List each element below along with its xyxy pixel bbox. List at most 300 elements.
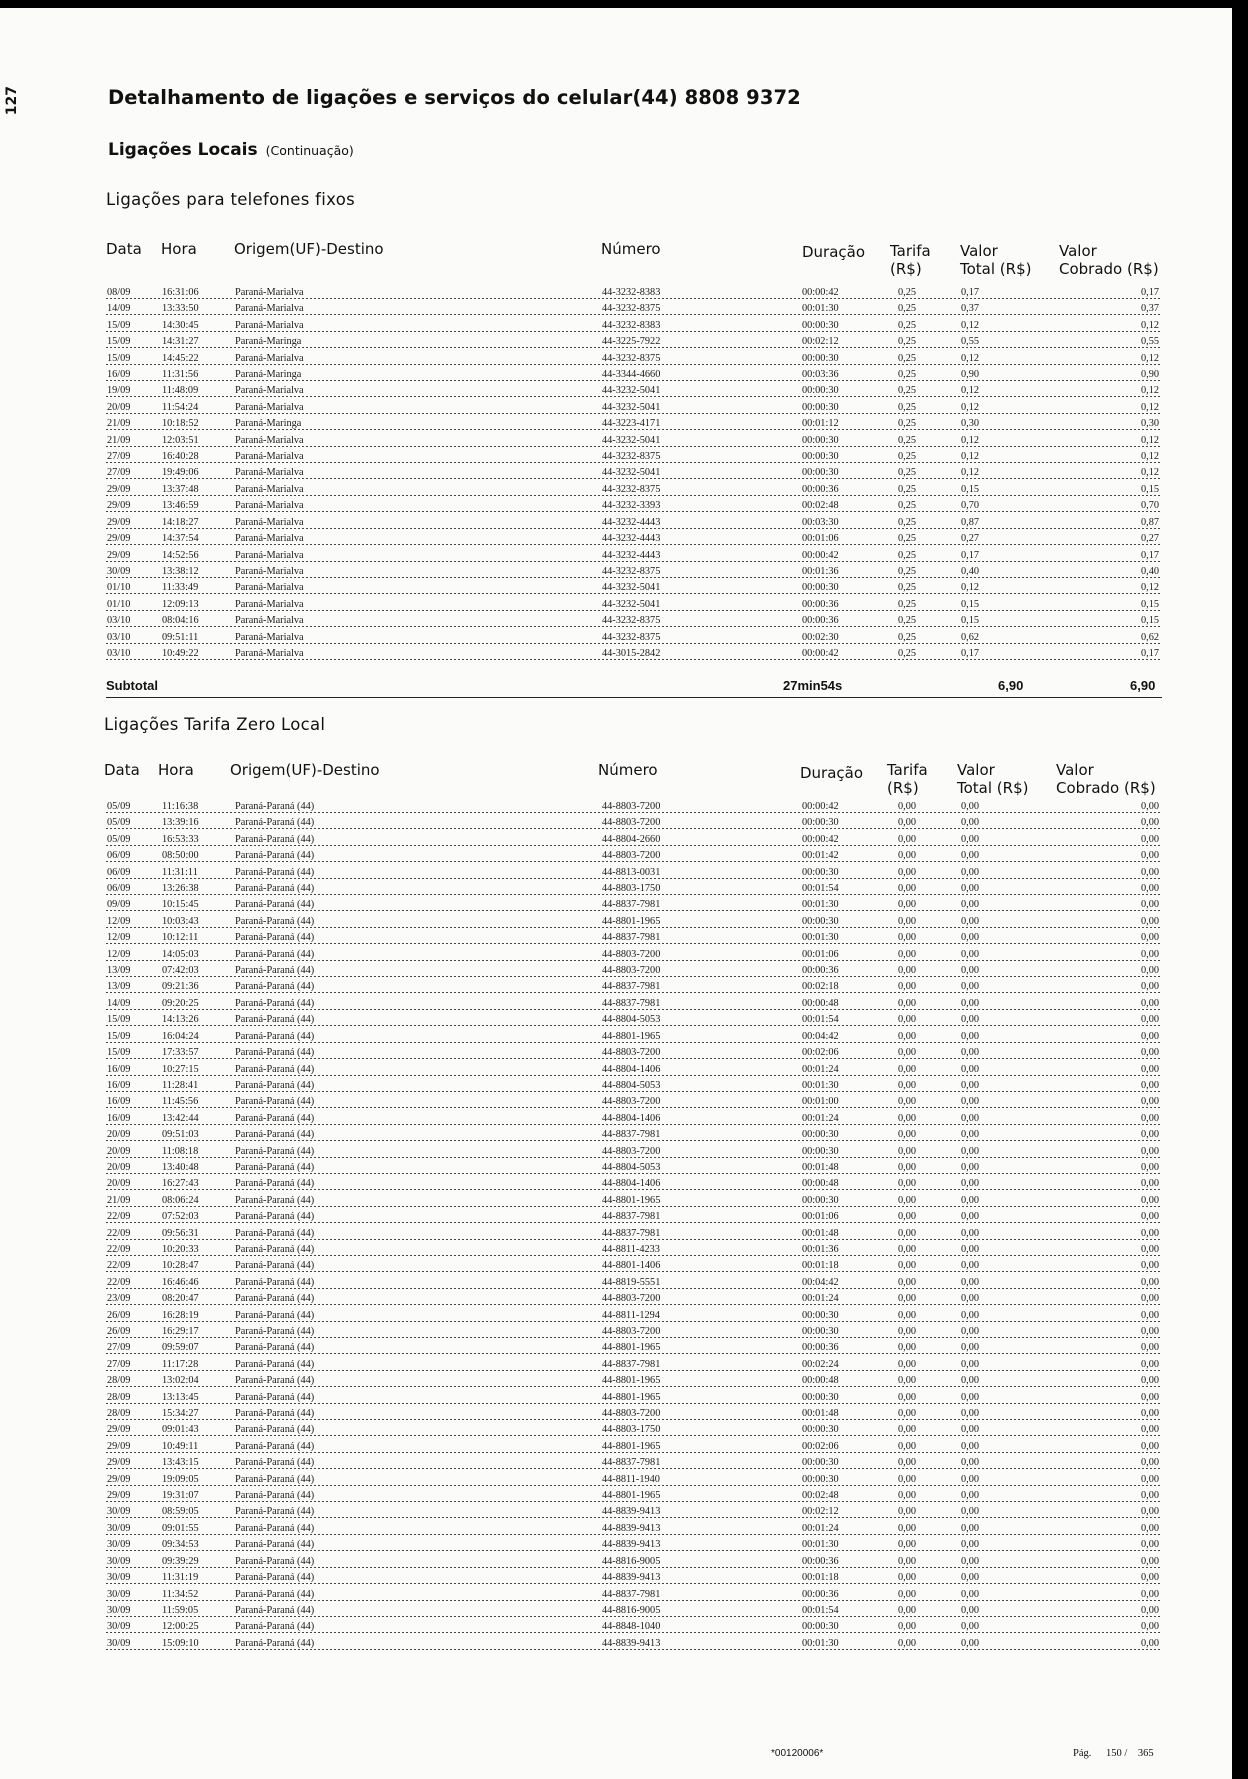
- cell-hora: 14:18:27: [162, 516, 199, 528]
- table-row: [106, 1242, 1160, 1258]
- cell-numero: 44-8837-7981: [602, 899, 661, 911]
- cell-duracao: 00:01:06: [802, 948, 839, 960]
- cell-duracao: 00:01:30: [802, 303, 839, 315]
- cell-numero: 44-8837-7981: [602, 1457, 661, 1469]
- cell-data: 03/10: [107, 631, 131, 643]
- cell-valor-cobrado: 0,00: [1140, 899, 1159, 911]
- cell-hora: 14:13:26: [162, 1014, 199, 1026]
- table-row: [106, 351, 1160, 367]
- cell-duracao: 00:00:30: [802, 1457, 839, 1469]
- cell-hora: 17:33:57: [162, 1047, 199, 1059]
- cell-duracao: 00:00:42: [802, 287, 839, 298]
- cell-tarifa: 0,00: [898, 1211, 917, 1223]
- subtotal-duracao: 27min54s: [783, 678, 843, 693]
- cell-valor-cobrado: 0,00: [1140, 1129, 1159, 1141]
- cell-valor-cobrado: 0,00: [1140, 1572, 1159, 1584]
- cell-duracao: 00:02:24: [802, 1358, 839, 1370]
- cell-tarifa: 0,00: [898, 817, 917, 829]
- table-row: [106, 1308, 1160, 1324]
- cell-valor-total: 0,00: [961, 1276, 980, 1288]
- cell-tarifa: 0,00: [898, 997, 917, 1009]
- table-row: [106, 597, 1160, 613]
- cell-tarifa: 0,00: [898, 1457, 917, 1469]
- cell-duracao: 00:01:18: [802, 1260, 839, 1272]
- cell-numero: 44-8839-9413: [602, 1637, 661, 1649]
- cell-hora: 14:45:22: [162, 352, 199, 364]
- cell-valor-total: 0,00: [961, 1047, 980, 1059]
- cell-valor-cobrado: 0,12: [1140, 582, 1159, 594]
- table-row: [106, 1472, 1160, 1488]
- cell-hora: 11:31:56: [162, 369, 199, 381]
- cell-valor-cobrado: 0,00: [1140, 1358, 1159, 1370]
- cell-numero: 44-8837-7981: [602, 1227, 661, 1239]
- cell-data: 23/09: [107, 1293, 131, 1305]
- cell-origem-destino: Paraná-Paraná (44): [235, 932, 315, 944]
- table-row: [106, 449, 1160, 465]
- cell-hora: 08:59:05: [162, 1506, 199, 1518]
- cell-origem-destino: Paraná-Maringa: [235, 336, 302, 348]
- cell-data: 27/09: [107, 467, 131, 479]
- cell-valor-total: 0,17: [961, 647, 980, 659]
- cell-data: 28/09: [107, 1408, 131, 1420]
- cell-tarifa: 0,00: [898, 915, 917, 927]
- cell-hora: 15:09:10: [162, 1637, 199, 1649]
- cell-valor-cobrado: 0,17: [1140, 549, 1159, 561]
- table-row: [106, 498, 1160, 514]
- cell-valor-cobrado: 0,15: [1140, 483, 1159, 495]
- cell-numero: 44-8811-1294: [602, 1309, 660, 1321]
- cell-numero: 44-8837-7981: [602, 1211, 661, 1223]
- cell-hora: 09:20:25: [162, 997, 199, 1009]
- col-header-tarifa: Tarifa (R$): [887, 761, 928, 797]
- cell-data: 08/09: [107, 287, 131, 298]
- cell-origem-destino: Paraná-Paraná (44): [235, 915, 315, 927]
- cell-tarifa: 0,25: [898, 549, 917, 561]
- cell-hora: 10:18:52: [162, 418, 199, 430]
- cell-duracao: 00:02:48: [802, 1490, 839, 1502]
- cell-numero: 44-3232-5041: [602, 582, 661, 594]
- cell-origem-destino: Paraná-Paraná (44): [235, 801, 315, 812]
- cell-valor-total: 0,00: [961, 1096, 980, 1108]
- cell-valor-cobrado: 0,00: [1140, 1047, 1159, 1059]
- cell-tarifa: 0,25: [898, 336, 917, 348]
- cell-data: 29/09: [107, 500, 131, 512]
- cell-valor-cobrado: 0,00: [1140, 850, 1159, 862]
- cell-duracao: 00:00:36: [802, 1588, 839, 1600]
- cell-valor-total: 0,00: [961, 899, 980, 911]
- cell-tarifa: 0,00: [898, 1260, 917, 1272]
- cell-hora: 14:31:27: [162, 336, 199, 348]
- cell-numero: 44-8839-9413: [602, 1539, 661, 1551]
- cell-data: 15/09: [107, 1014, 131, 1026]
- cell-tarifa: 0,25: [898, 401, 917, 413]
- cell-hora: 16:53:33: [162, 833, 199, 845]
- cell-origem-destino: Paraná-Paraná (44): [235, 1063, 315, 1075]
- cell-hora: 16:31:06: [162, 287, 199, 298]
- cell-valor-total: 0,00: [961, 1129, 980, 1141]
- cell-tarifa: 0,25: [898, 434, 917, 446]
- cell-valor-total: 0,00: [961, 833, 980, 845]
- cell-duracao: 00:00:36: [802, 483, 839, 495]
- page-number: [1073, 1748, 1154, 1759]
- cell-numero: 44-8801-1965: [602, 1490, 661, 1502]
- table-row: [106, 564, 1160, 580]
- cell-valor-total: 0,15: [961, 483, 980, 495]
- cell-hora: 16:27:43: [162, 1178, 199, 1190]
- col-header-hora: Hora: [158, 761, 194, 779]
- cell-tarifa: 0,00: [898, 1112, 917, 1124]
- cell-origem-destino: Paraná-Paraná (44): [235, 1161, 315, 1173]
- cell-valor-cobrado: 0,90: [1140, 369, 1159, 381]
- table-row: [106, 482, 1160, 498]
- cell-data: 22/09: [107, 1243, 131, 1255]
- cell-origem-destino: Paraná-Paraná (44): [235, 1096, 315, 1108]
- cell-valor-cobrado: 0,00: [1140, 1112, 1159, 1124]
- cell-duracao: 00:01:30: [802, 899, 839, 911]
- cell-valor-cobrado: 0,00: [1140, 1440, 1159, 1452]
- cell-duracao: 00:02:30: [802, 631, 839, 643]
- cell-valor-cobrado: 0,00: [1140, 1408, 1159, 1420]
- cell-origem-destino: Paraná-Paraná (44): [235, 1473, 315, 1485]
- cell-origem-destino: Paraná-Marialva: [235, 467, 304, 479]
- cell-numero: 44-8803-7200: [602, 1293, 661, 1305]
- cell-numero: 44-3232-5041: [602, 401, 661, 413]
- cell-hora: 07:42:03: [162, 965, 199, 977]
- subtotal-valor-total: 6,90: [998, 678, 1024, 693]
- cell-numero: 44-3232-8375: [602, 615, 661, 627]
- cell-valor-total: 0,00: [961, 948, 980, 960]
- cell-duracao: 00:03:30: [802, 516, 839, 528]
- cell-duracao: 00:04:42: [802, 1276, 839, 1288]
- cell-valor-cobrado: 0,00: [1140, 866, 1159, 878]
- cell-data: 16/09: [107, 1112, 131, 1124]
- cell-duracao: 00:00:30: [802, 1309, 839, 1321]
- cell-hora: 11:45:56: [162, 1096, 199, 1108]
- cell-tarifa: 0,00: [898, 1178, 917, 1190]
- cell-tarifa: 0,00: [898, 1014, 917, 1026]
- table-row: [106, 1619, 1160, 1635]
- subtotal-valor-cobrado: 6,90: [1130, 678, 1156, 693]
- cell-valor-cobrado: 0,00: [1140, 1079, 1159, 1091]
- cell-duracao: 00:01:24: [802, 1293, 839, 1305]
- cell-valor-total: 0,00: [961, 1079, 980, 1091]
- cell-tarifa: 0,25: [898, 582, 917, 594]
- table-row: [106, 1636, 1160, 1652]
- cell-valor-cobrado: 0,27: [1140, 533, 1159, 545]
- cell-hora: 16:29:17: [162, 1326, 199, 1337]
- cell-valor-total: 0,12: [961, 352, 980, 364]
- cell-tarifa: 0,00: [898, 1555, 917, 1567]
- cell-origem-destino: Paraná-Paraná (44): [235, 1555, 315, 1567]
- cell-valor-total: 0,00: [961, 932, 980, 944]
- cell-data: 30/09: [107, 1604, 131, 1616]
- cell-duracao: 00:00:30: [802, 451, 839, 463]
- table-row: [106, 285, 1160, 301]
- table-row: [106, 465, 1160, 481]
- section-continuation: (Continuação): [265, 143, 354, 158]
- table-row: [106, 1045, 1160, 1061]
- cell-valor-cobrado: 0,00: [1140, 1161, 1159, 1173]
- cell-valor-cobrado: 0,00: [1140, 1375, 1159, 1387]
- cell-numero: 44-3232-5041: [602, 385, 661, 397]
- table-row: [106, 1176, 1160, 1192]
- cell-valor-cobrado: 0,00: [1140, 932, 1159, 944]
- cell-hora: 10:28:47: [162, 1260, 199, 1272]
- cell-origem-destino: Paraná-Paraná (44): [235, 1178, 315, 1190]
- cell-hora: 10:49:11: [162, 1440, 199, 1452]
- cell-data: 26/09: [107, 1326, 131, 1337]
- page-title: Detalhamento de ligações e serviços do celular(44) 8808 9372: [108, 86, 801, 109]
- cell-hora: 16:28:19: [162, 1309, 199, 1321]
- subtotal-divider: [106, 697, 1162, 698]
- cell-valor-total: 0,00: [961, 1145, 980, 1157]
- cell-numero: 44-8801-1965: [602, 1391, 661, 1403]
- cell-valor-total: 0,00: [961, 1604, 980, 1616]
- cell-duracao: 00:00:36: [802, 965, 839, 977]
- cell-tarifa: 0,00: [898, 981, 917, 993]
- cell-numero: 44-3232-4443: [602, 516, 661, 528]
- table-row: [106, 1537, 1160, 1553]
- cell-data: 09/09: [107, 899, 131, 911]
- cell-tarifa: 0,25: [898, 533, 917, 545]
- cell-hora: 09:51:03: [162, 1129, 199, 1141]
- table-row: [106, 318, 1160, 334]
- cell-valor-cobrado: 0,00: [1140, 1588, 1159, 1600]
- cell-duracao: 00:00:48: [802, 997, 839, 1009]
- cell-valor-cobrado: 0,00: [1140, 1096, 1159, 1108]
- cell-data: 16/09: [107, 369, 131, 381]
- cell-numero: 44-8803-7200: [602, 817, 661, 829]
- cell-hora: 14:37:54: [162, 533, 199, 545]
- cell-tarifa: 0,00: [898, 948, 917, 960]
- cell-origem-destino: Paraná-Paraná (44): [235, 1293, 315, 1305]
- cell-valor-total: 0,12: [961, 582, 980, 594]
- page-label: Pág.: [1073, 1748, 1092, 1759]
- cell-valor-cobrado: 0,00: [1140, 948, 1159, 960]
- cell-tarifa: 0,00: [898, 1621, 917, 1633]
- cell-hora: 13:37:48: [162, 483, 199, 495]
- cell-duracao: 00:04:42: [802, 1030, 839, 1042]
- cell-tarifa: 0,25: [898, 352, 917, 364]
- cell-hora: 11:31:11: [162, 866, 198, 878]
- cell-data: 13/09: [107, 981, 131, 993]
- table-row: [106, 832, 1160, 848]
- col-header-valor-total: Valor Total (R$): [957, 761, 1029, 797]
- cell-duracao: 00:00:30: [802, 467, 839, 479]
- cell-data: 22/09: [107, 1276, 131, 1288]
- cell-valor-cobrado: 0,00: [1140, 1145, 1159, 1157]
- cell-numero: 44-8801-1965: [602, 915, 661, 927]
- cell-valor-cobrado: 0,00: [1140, 997, 1159, 1009]
- cell-origem-destino: Paraná-Marialva: [235, 647, 304, 659]
- cell-duracao: 00:00:30: [802, 817, 839, 829]
- cell-tarifa: 0,00: [898, 1604, 917, 1616]
- cell-tarifa: 0,25: [898, 516, 917, 528]
- cell-valor-total: 0,00: [961, 1211, 980, 1223]
- cell-data: 05/09: [107, 817, 131, 829]
- cell-valor-cobrado: 0,00: [1140, 1604, 1159, 1616]
- table-row: [106, 1488, 1160, 1504]
- cell-tarifa: 0,00: [898, 1391, 917, 1403]
- cell-tarifa: 0,00: [898, 1129, 917, 1141]
- cell-hora: 19:31:07: [162, 1490, 199, 1502]
- cell-tarifa: 0,00: [898, 1293, 917, 1305]
- cell-origem-destino: Paraná-Paraná (44): [235, 1457, 315, 1469]
- cell-tarifa: 0,00: [898, 965, 917, 977]
- cell-valor-cobrado: 0,12: [1140, 467, 1159, 479]
- cell-tarifa: 0,00: [898, 801, 917, 812]
- cell-origem-destino: Paraná-Paraná (44): [235, 1604, 315, 1616]
- cell-data: 22/09: [107, 1227, 131, 1239]
- barcode-text: *00120006*: [771, 1748, 824, 1759]
- table-row: [106, 815, 1160, 831]
- cell-hora: 13:46:59: [162, 500, 199, 512]
- cell-numero: 44-8804-5053: [602, 1161, 661, 1173]
- cell-tarifa: 0,00: [898, 1424, 917, 1436]
- cell-tarifa: 0,00: [898, 1522, 917, 1534]
- cell-hora: 16:04:24: [162, 1030, 199, 1042]
- cell-numero: 44-8803-7200: [602, 850, 661, 862]
- cell-numero: 44-8837-7981: [602, 1588, 661, 1600]
- cell-hora: 19:49:06: [162, 467, 199, 479]
- table-row: [106, 613, 1160, 629]
- cell-tarifa: 0,25: [898, 615, 917, 627]
- cell-origem-destino: Paraná-Paraná (44): [235, 1490, 315, 1502]
- cell-data: 26/09: [107, 1309, 131, 1321]
- cell-data: 06/09: [107, 850, 131, 862]
- cell-origem-destino: Paraná-Paraná (44): [235, 1194, 315, 1206]
- cell-data: 22/09: [107, 1260, 131, 1272]
- cell-numero: 44-8801-1406: [602, 1260, 661, 1272]
- cell-data: 20/09: [107, 1161, 131, 1173]
- cell-origem-destino: Paraná-Paraná (44): [235, 1539, 315, 1551]
- cell-data: 27/09: [107, 1358, 131, 1370]
- cell-duracao: 00:00:42: [802, 833, 839, 845]
- table-row: [106, 433, 1160, 449]
- cell-valor-cobrado: 0,40: [1140, 565, 1159, 577]
- cell-valor-cobrado: 0,87: [1140, 516, 1159, 528]
- page-total: 365: [1137, 1748, 1154, 1759]
- cell-numero: 44-8803-7200: [602, 1326, 661, 1337]
- cell-duracao: 00:02:12: [802, 336, 839, 348]
- cell-valor-total: 0,00: [961, 817, 980, 829]
- cell-hora: 16:46:46: [162, 1276, 199, 1288]
- cell-valor-total: 0,00: [961, 1457, 980, 1469]
- cell-duracao: 00:03:36: [802, 369, 839, 381]
- section-label: Ligações Locais: [108, 140, 258, 160]
- cell-data: 21/09: [107, 418, 131, 430]
- cell-data: 30/09: [107, 1621, 131, 1633]
- cell-origem-destino: Paraná-Marialva: [235, 582, 304, 594]
- cell-duracao: 00:00:30: [802, 434, 839, 446]
- cell-valor-total: 0,00: [961, 1555, 980, 1567]
- cell-origem-destino: Paraná-Marialva: [235, 615, 304, 627]
- cell-valor-cobrado: 0,17: [1140, 647, 1159, 659]
- cell-valor-total: 0,00: [961, 1424, 980, 1436]
- cell-valor-cobrado: 0,17: [1140, 287, 1159, 298]
- cell-origem-destino: Paraná-Maringa: [235, 418, 302, 430]
- cell-hora: 12:00:25: [162, 1621, 199, 1633]
- cell-valor-total: 0,00: [961, 1588, 980, 1600]
- cell-valor-cobrado: 0,00: [1140, 1260, 1159, 1272]
- cell-valor-total: 0,12: [961, 451, 980, 463]
- cell-hora: 11:17:28: [162, 1358, 199, 1370]
- cell-duracao: 00:01:24: [802, 1063, 839, 1075]
- cell-tarifa: 0,00: [898, 1588, 917, 1600]
- cell-origem-destino: Paraná-Marialva: [235, 533, 304, 545]
- table-row: [106, 1521, 1160, 1537]
- cell-origem-destino: Paraná-Marialva: [235, 287, 304, 298]
- cell-valor-total: 0,90: [961, 369, 980, 381]
- table-row: [106, 1439, 1160, 1455]
- cell-valor-cobrado: 0,00: [1140, 1309, 1159, 1321]
- cell-valor-cobrado: 0,55: [1140, 336, 1159, 348]
- cell-hora: 11:31:19: [162, 1572, 199, 1584]
- col-header-duracao: Duração: [802, 243, 866, 261]
- table-row: [106, 1406, 1160, 1422]
- cell-tarifa: 0,00: [898, 1326, 917, 1337]
- cell-valor-total: 0,00: [961, 981, 980, 993]
- cell-numero: 44-8804-2660: [602, 833, 661, 845]
- table-row: [106, 383, 1160, 399]
- cell-numero: 44-8839-9413: [602, 1572, 661, 1584]
- cell-tarifa: 0,00: [898, 866, 917, 878]
- cell-valor-total: 0,00: [961, 866, 980, 878]
- cell-data: 12/09: [107, 915, 131, 927]
- cell-numero: 44-8816-9005: [602, 1604, 661, 1616]
- cell-valor-total: 0,00: [961, 1194, 980, 1206]
- cell-origem-destino: Paraná-Marialva: [235, 549, 304, 561]
- cell-numero: 44-3232-8375: [602, 483, 661, 495]
- cell-numero: 44-3015-2842: [602, 647, 661, 659]
- cell-numero: 44-3232-5041: [602, 434, 661, 446]
- cell-origem-destino: Paraná-Paraná (44): [235, 866, 315, 878]
- cell-valor-cobrado: 0,00: [1140, 1063, 1159, 1075]
- cell-duracao: 00:00:36: [802, 1555, 839, 1567]
- cell-data: 29/09: [107, 483, 131, 495]
- cell-hora: 09:39:29: [162, 1555, 199, 1567]
- cell-tarifa: 0,00: [898, 1440, 917, 1452]
- cell-tarifa: 0,00: [898, 1079, 917, 1091]
- table-row: [106, 1144, 1160, 1160]
- cell-valor-total: 0,12: [961, 467, 980, 479]
- cell-numero: 44-8804-1406: [602, 1063, 661, 1075]
- table-row: [106, 1357, 1160, 1373]
- table-row: [106, 865, 1160, 881]
- cell-data: 22/09: [107, 1211, 131, 1223]
- cell-data: 29/09: [107, 549, 131, 561]
- cell-duracao: 00:01:30: [802, 932, 839, 944]
- table-row: [106, 897, 1160, 913]
- table-row: [106, 646, 1160, 662]
- cell-valor-total: 0,00: [961, 1293, 980, 1305]
- cell-valor-cobrado: 0,00: [1140, 1014, 1159, 1026]
- cell-hora: 11:59:05: [162, 1604, 199, 1616]
- cell-valor-cobrado: 0,30: [1140, 418, 1159, 430]
- cell-data: 15/09: [107, 319, 131, 331]
- cell-valor-cobrado: 0,00: [1140, 1178, 1159, 1190]
- table-row: [106, 531, 1160, 547]
- cell-numero: 44-3232-8383: [602, 287, 661, 298]
- cell-duracao: 00:00:30: [802, 1194, 839, 1206]
- cell-origem-destino: Paraná-Paraná (44): [235, 1309, 315, 1321]
- table-row: [106, 580, 1160, 596]
- cell-origem-destino: Paraná-Paraná (44): [235, 1391, 315, 1403]
- cell-hora: 10:12:11: [162, 932, 199, 944]
- cell-origem-destino: Paraná-Paraná (44): [235, 899, 315, 911]
- cell-numero: 44-8804-5053: [602, 1014, 661, 1026]
- cell-hora: 08:06:24: [162, 1194, 199, 1206]
